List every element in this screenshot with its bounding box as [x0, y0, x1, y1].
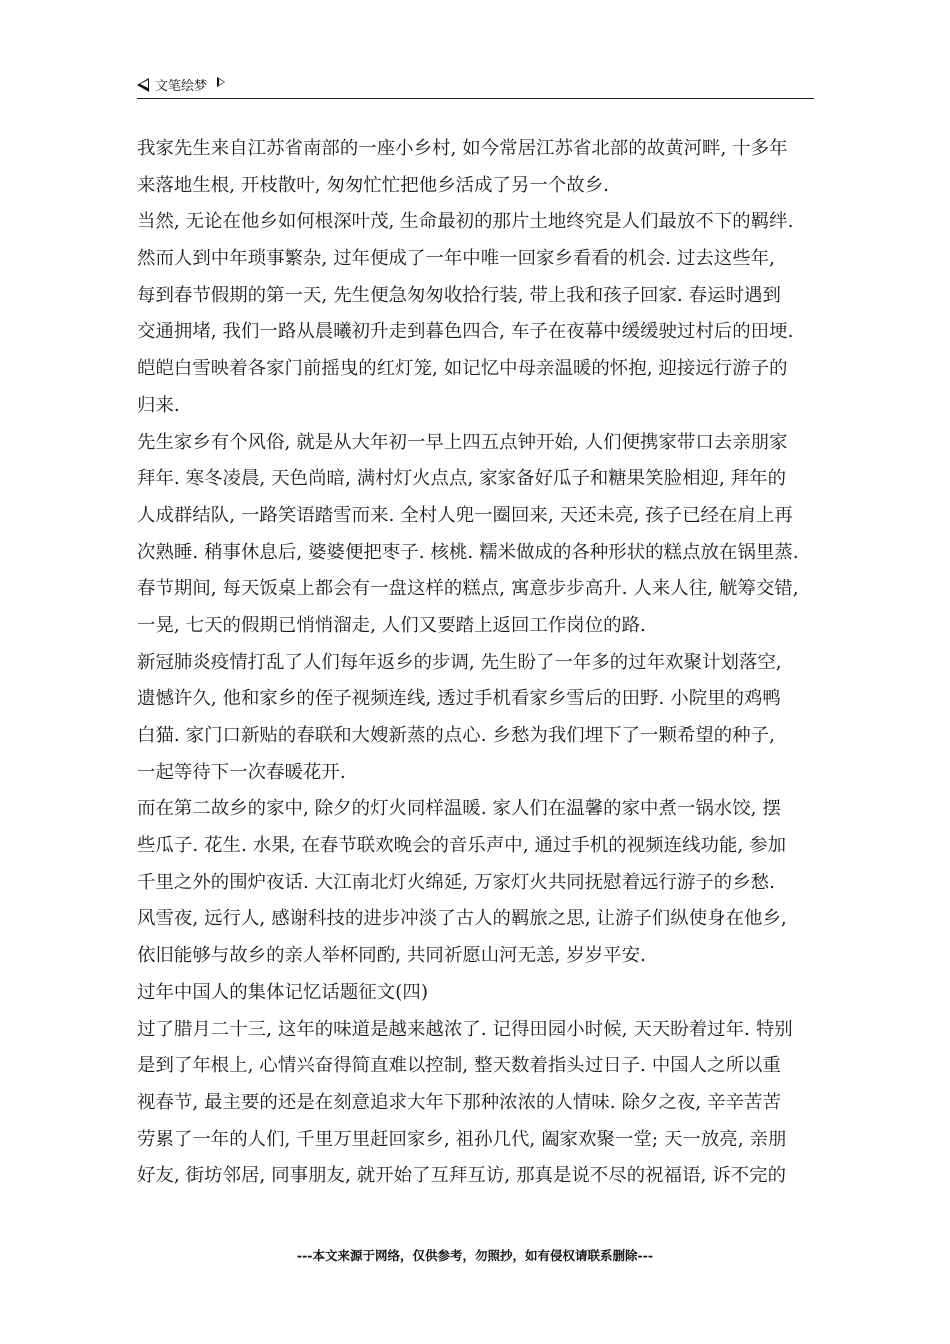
text-line: 依旧能够与故乡的亲人举杯同酌, 共同祈愿山河无恙, 岁岁平安. — [137, 945, 646, 967]
text-line: 一起等待下一次春暖花开. — [137, 761, 346, 783]
text-line: 些瓜子. 花生. 水果, 在春节联欢晚会的音乐声中, 通过手机的视频连线功能, 参加 — [137, 835, 787, 857]
text-line: 人成群结队, 一路笑语踏雪而来. 全村人兜一圈回来, 天还未亮, 孩子已经在肩上再 — [137, 504, 793, 526]
text-line: 视春节, 最主要的还是在刻意追求大年下那种浓浓的人情味. 除夕之夜, 辛辛苦苦 — [137, 1091, 781, 1113]
text-line: 来落地生根, 开枝散叶, 匆匆忙忙把他乡活成了另一个故乡. — [137, 174, 610, 196]
text-line: 千里之外的围炉夜话. 大江南北灯火绵延, 万家灯火共同抚慰着远行游子的乡愁. — [137, 871, 776, 893]
text-line: 劳累了一年的人们, 千里万里赶回家乡, 祖孙几代, 阖家欢聚一堂; 天一放亮, 亲朋 — [137, 1128, 787, 1150]
triangle-right-icon — [217, 77, 225, 87]
text-line: 交通拥堵, 我们一路从晨曦初升走到暮色四合, 车子在夜幕中缓缓驶过村后的田埂. — [137, 321, 794, 343]
text-line: 当然, 无论在他乡如何根深叶茂, 生命最初的那片土地终究是人们最放不下的羁绊. — [137, 211, 794, 233]
text-line: 新冠肺炎疫情打乱了人们每年返乡的步调, 先生盼了一年多的过年欢聚计划落空, — [137, 651, 782, 673]
text-line: 春节期间, 每天饭桌上都会有一盘这样的糕点, 寓意步步高升. 人来人往, 觥筹交错, — [137, 578, 799, 600]
triangle-left-icon — [137, 78, 149, 92]
text-line: 然而人到中年琐事繁杂, 过年便成了一年中唯一回家乡看看的机会. 过去这些年, — [137, 248, 776, 270]
text-line: 次熟睡. 稍事休息后, 婆婆便把枣子. 核桃. 糯米做成的各种形状的糕点放在锅里蒸. — [137, 541, 799, 563]
text-line: 而在第二故乡的家中, 除夕的灯火同样温暖. 家人们在温馨的家中煮一锅水饺, 摆 — [137, 798, 781, 820]
page-header — [137, 74, 814, 99]
page-footer-disclaimer: ---本文来源于网络，仅供参考，勿照抄，如有侵权请联系删除--- — [296, 1248, 654, 1263]
text-line: 每到春节假期的第一天, 先生便急匆匆收拾行装, 带上我和孩子回家. 春运时遇到 — [137, 284, 781, 306]
text-line: 我家先生来自江苏省南部的一座小乡村, 如今常居江苏省北部的故黄河畔, 十多年 — [137, 138, 788, 159]
text-line: 是到了年根上, 心情兴奋得简直难以控制, 整天数着指头过日子. 中国人之所以重 — [137, 1055, 781, 1077]
text-line: 风雪夜, 远行人, 感谢科技的进步冲淡了古人的羁旅之思, 让游子们纵使身在他乡, — [137, 908, 787, 930]
text-line: 白猫. 家门口新贴的春联和大嫂新蒸的点心. 乡愁为我们埋下了一颗希望的种子, — [137, 725, 776, 746]
text-line: 好友, 街坊邻居, 同事朋友, 就开始了互拜互访, 那真是说不尽的祝福语, 诉不完的 — [137, 1165, 787, 1187]
text-line: 过了腊月二十三, 这年的味道是越来越浓了. 记得田园小时候, 天天盼着过年. 特别 — [137, 1018, 793, 1040]
section-title: 过年中国人的集体记忆话题征文(四) — [137, 981, 429, 1003]
text-line: 拜年. 寒冬凌晨, 天色尚暗, 满村灯火点点, 家家备好瓜子和糖果笑脸相迎, 拜年的 — [137, 468, 787, 490]
text-line: 遗憾许久, 他和家乡的侄子视频连线, 透过手机看家乡雪后的田野. 小院里的鸡鸭 — [137, 688, 781, 710]
text-line: 皑皑白雪映着各家门前摇曳的红灯笼, 如记忆中母亲温暖的怀抱, 迎接远行游子的 — [137, 358, 788, 380]
text-line: 一晃, 七天的假期已悄悄溜走, 人们又要踏上返回工作岗位的路. — [137, 614, 646, 636]
text-line: 先生家乡有个风俗, 就是从大年初一早上四五点钟开始, 人们便携家带口去亲朋家 — [137, 431, 788, 453]
document-body — [137, 131, 817, 1195]
header-brand — [137, 75, 225, 94]
brand-title: 文笔绘梦 — [155, 79, 208, 94]
text-line: 归来. — [137, 394, 180, 416]
